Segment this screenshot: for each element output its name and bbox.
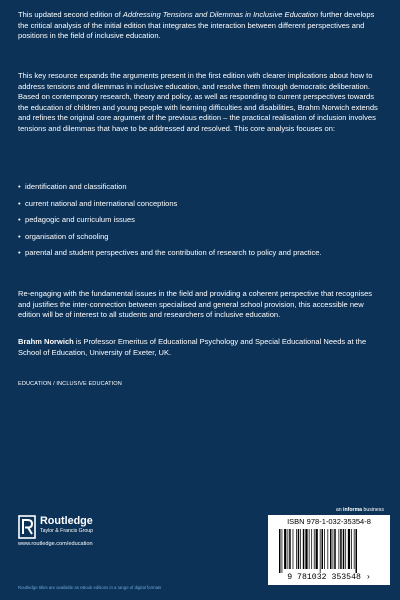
barcode-bar [324, 529, 325, 569]
list-item: • pedagogic and curriculum issues [18, 215, 384, 226]
barcode-bar [300, 529, 301, 569]
author-name: Brahm Norwich [18, 337, 74, 346]
barcode-bar [296, 529, 297, 569]
isbn-number: ISBN 978-1-032-35354-8 [287, 517, 371, 526]
barcode-bar [327, 529, 328, 569]
author-bio [18, 337, 384, 358]
barcode-bar [316, 529, 318, 569]
barcode-icon [278, 529, 380, 573]
informa-business-label: an informa business [335, 507, 384, 513]
blurb-intro-continued: further develops the critical analysis of the initial edition that integrates the interaction between different perspectives and positions in the field of inclusive education. [18, 10, 375, 41]
barcode-bar [282, 529, 283, 573]
barcode-bar [348, 529, 350, 569]
blurb-intro: This updated second edition of [18, 10, 123, 19]
barcode-bar [333, 529, 334, 569]
publisher-name: Routledge [40, 515, 93, 527]
barcode-bar [298, 529, 300, 569]
blurb-paragraph-2-text: This key resource expands the arguments present in the first edition with clearer implications about how to address tensions and dilemmas in inclusive education, and resolve them through democratic deliberation. Based on contemporary research, theory and policy, as well as responding to current perspectives towards the education of children and young people with learning difficulties and disabilities, Brahm Norwich extends and refines the original core argument of the previous edition – the practical realisation of inclusion involves tensions and dilemmas that have to be addressed and resolved. This core analysis focuses on: [18, 71, 378, 133]
list-item: • organisation of schooling [18, 232, 384, 243]
ebook-note: Routledge titles are available as eBook editions in a range of digital formats [18, 585, 162, 590]
subject-category: EDUCATION / INCLUSIVE EDUCATION [18, 381, 122, 387]
blurb-paragraph-1 [18, 10, 384, 42]
barcode-bar [322, 529, 324, 569]
blurb-paragraph-3 [18, 289, 384, 321]
author-bio-text: is Professor Emeritus of Educational Psychology and Special Educational Needs at the School of Education, University of Exeter, UK. [18, 337, 367, 357]
publisher-group: Taylor & Francis Group [40, 528, 94, 534]
barcode-bar [320, 529, 321, 573]
barcode-bar [334, 529, 336, 569]
routledge-logo [18, 515, 138, 555]
routledge-logo-icon [18, 515, 36, 539]
barcode-bar [305, 529, 307, 569]
barcode-bar [330, 529, 332, 569]
barcode-bar [351, 529, 352, 569]
list-item: • current national and international conceptions [18, 199, 384, 210]
focus-list [18, 182, 384, 265]
barcode-bar [354, 529, 355, 569]
barcode-bar [356, 529, 358, 573]
barcode-bar [311, 529, 312, 569]
list-item: • parental and student perspectives and the contribution of research to policy and practice. [18, 248, 384, 259]
informa-brand: informa [343, 507, 363, 513]
barcode-digits: 9 781032 353548 › [287, 573, 371, 582]
barcode-bar [314, 529, 315, 569]
barcode-bar [303, 529, 305, 569]
barcode-bar [279, 529, 281, 573]
blurb-paragraph-2 [18, 71, 384, 135]
blurb-paragraph-3-text: Re-engaging with the fundamental issues in the field and providing a coherent perspective that recognises and justifies the inter-connection between specialised and general school provision, this accessible new edition will be of interest to all students and researchers of inclusive education. [18, 289, 373, 320]
barcode-bar [343, 529, 345, 569]
barcode-bar [345, 529, 346, 569]
book-title: Addressing Tensions and Dilemmas in Inclusive Education [122, 10, 319, 19]
barcode-bar [284, 529, 286, 569]
barcode-bar [339, 529, 340, 569]
barcode-arrow: › [365, 573, 371, 582]
isbn-barcode-box [268, 515, 390, 585]
barcode-bar [289, 529, 291, 569]
publisher-website: www.routledge.com/education [18, 541, 93, 547]
barcode-bar [288, 529, 289, 569]
barcode-bar [293, 529, 294, 569]
barcode-bar [309, 529, 310, 569]
list-item: • identification and classification [18, 182, 384, 193]
barcode-bar [340, 529, 342, 569]
